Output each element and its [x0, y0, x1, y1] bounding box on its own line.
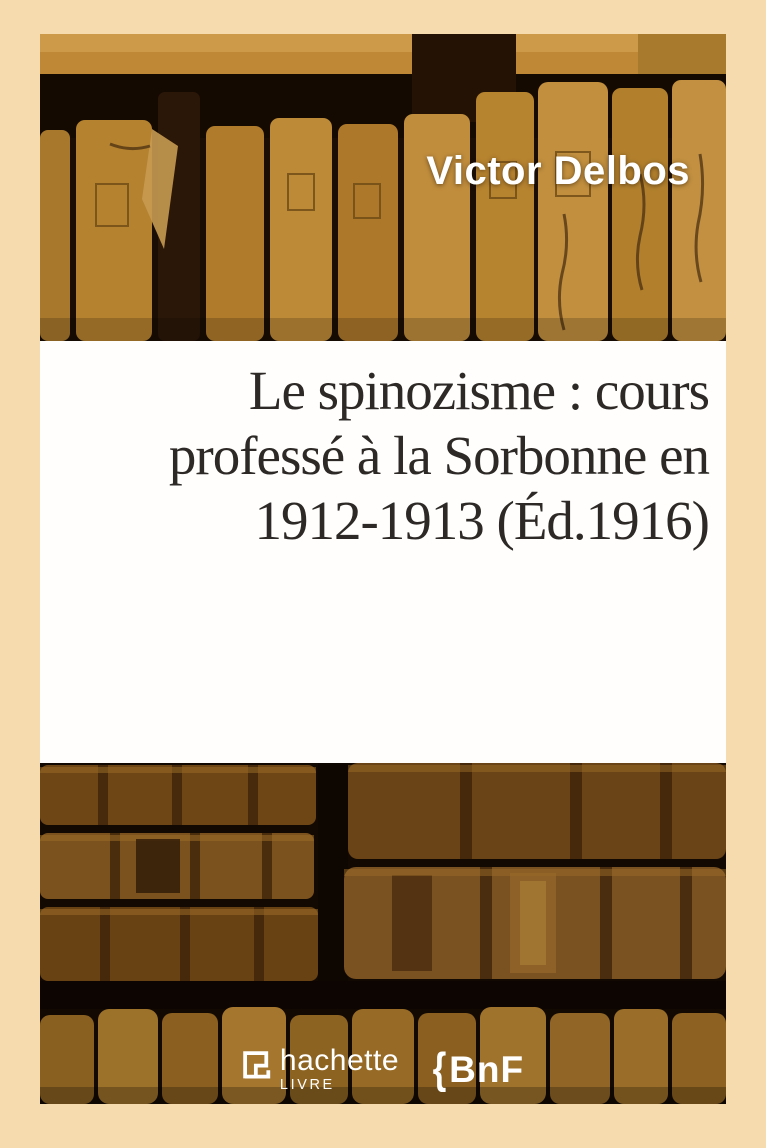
bnf-logo [431, 1044, 525, 1094]
title-band [40, 341, 726, 763]
cover-inner [40, 34, 726, 1104]
books-photo-bottom [40, 763, 726, 1104]
bnf-brace-icon: { [432, 1044, 447, 1094]
bnf-wordmark: BnF [449, 1048, 525, 1090]
book-title [40, 341, 726, 553]
author-name: Victor Delbos [426, 149, 690, 193]
books-photo-top [40, 34, 726, 341]
title-line-2: professé à la Sorbonne en [168, 425, 709, 486]
publisher-logos [242, 1046, 524, 1093]
title-line-3: 1912-1913 (Éd.1916) [254, 490, 709, 551]
hachette-wordmark: hachette [279, 1044, 400, 1077]
hachette-h-icon [242, 1048, 271, 1082]
title-line-1: Le spinozisme : cours [248, 360, 709, 421]
hachette-livre-logo [242, 1046, 399, 1093]
hachette-text-block [280, 1046, 399, 1093]
hachette-livre-label: LIVRE [279, 1077, 335, 1093]
